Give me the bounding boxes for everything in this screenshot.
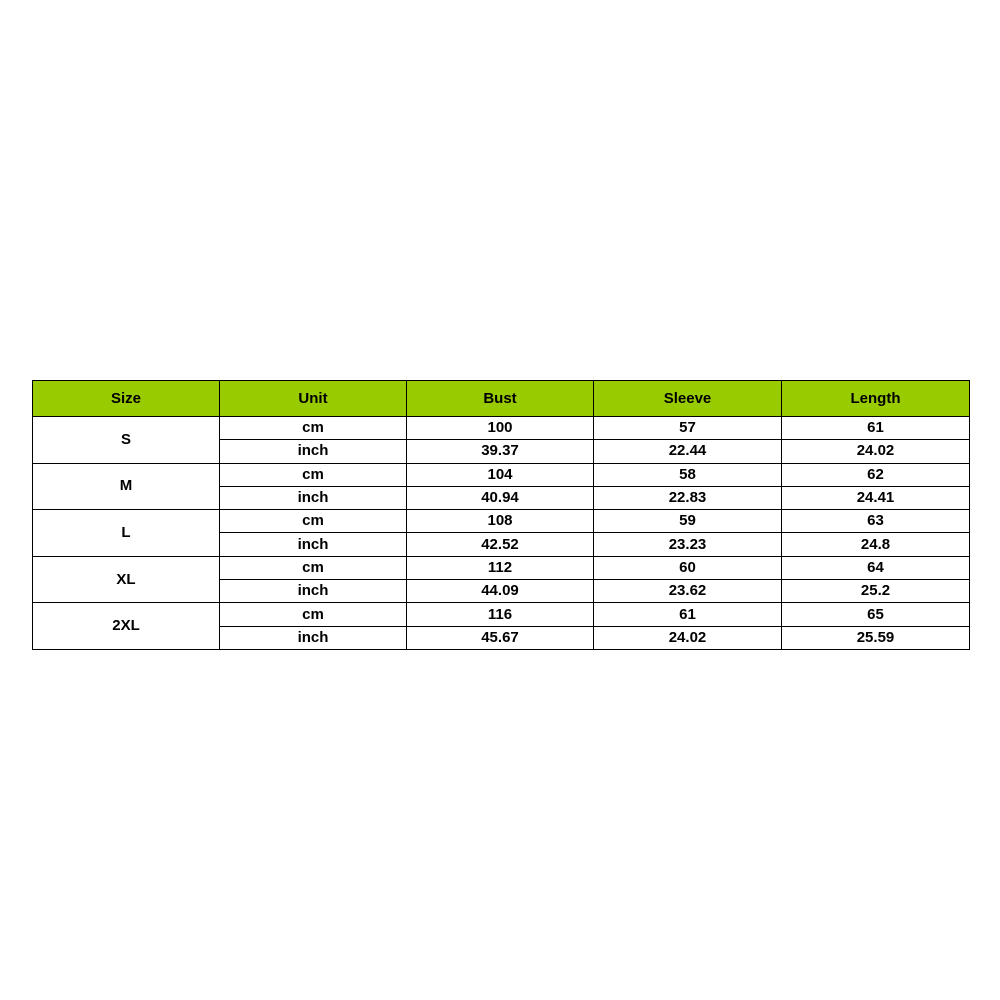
- sleeve-cell: 58: [594, 463, 782, 486]
- length-cell: 63: [782, 510, 970, 533]
- header-size: Size: [33, 381, 220, 417]
- bust-cell: 116: [407, 603, 594, 626]
- unit-cell: cm: [220, 603, 407, 626]
- header-sleeve: Sleeve: [594, 381, 782, 417]
- size-cell: XL: [33, 556, 220, 603]
- unit-cell: cm: [220, 556, 407, 579]
- bust-cell: 42.52: [407, 533, 594, 556]
- sleeve-cell: 23.23: [594, 533, 782, 556]
- bust-cell: 44.09: [407, 580, 594, 603]
- header-unit: Unit: [220, 381, 407, 417]
- size-chart-table: [32, 380, 970, 650]
- table-row: [33, 556, 970, 579]
- unit-cell: inch: [220, 580, 407, 603]
- unit-cell: inch: [220, 533, 407, 556]
- bust-cell: 45.67: [407, 626, 594, 649]
- bust-cell: 104: [407, 463, 594, 486]
- size-cell: S: [33, 417, 220, 464]
- bust-cell: 112: [407, 556, 594, 579]
- length-cell: 25.59: [782, 626, 970, 649]
- table-row: [33, 603, 970, 626]
- header-row: [33, 381, 970, 417]
- length-cell: 24.02: [782, 440, 970, 463]
- length-cell: 62: [782, 463, 970, 486]
- table-row: [33, 510, 970, 533]
- table-body: [33, 417, 970, 650]
- sleeve-cell: 59: [594, 510, 782, 533]
- length-cell: 64: [782, 556, 970, 579]
- sleeve-cell: 24.02: [594, 626, 782, 649]
- bust-cell: 108: [407, 510, 594, 533]
- table-row: [33, 463, 970, 486]
- header-length: Length: [782, 381, 970, 417]
- size-cell: L: [33, 510, 220, 557]
- sleeve-cell: 60: [594, 556, 782, 579]
- sleeve-cell: 22.44: [594, 440, 782, 463]
- unit-cell: cm: [220, 417, 407, 440]
- length-cell: 65: [782, 603, 970, 626]
- bust-cell: 100: [407, 417, 594, 440]
- length-cell: 24.8: [782, 533, 970, 556]
- unit-cell: inch: [220, 486, 407, 509]
- header-bust: Bust: [407, 381, 594, 417]
- size-cell: 2XL: [33, 603, 220, 650]
- sleeve-cell: 22.83: [594, 486, 782, 509]
- unit-cell: cm: [220, 510, 407, 533]
- unit-cell: cm: [220, 463, 407, 486]
- bust-cell: 40.94: [407, 486, 594, 509]
- table-row: [33, 417, 970, 440]
- length-cell: 25.2: [782, 580, 970, 603]
- unit-cell: inch: [220, 440, 407, 463]
- sleeve-cell: 57: [594, 417, 782, 440]
- length-cell: 61: [782, 417, 970, 440]
- sleeve-cell: 23.62: [594, 580, 782, 603]
- sleeve-cell: 61: [594, 603, 782, 626]
- size-cell: M: [33, 463, 220, 510]
- unit-cell: inch: [220, 626, 407, 649]
- length-cell: 24.41: [782, 486, 970, 509]
- bust-cell: 39.37: [407, 440, 594, 463]
